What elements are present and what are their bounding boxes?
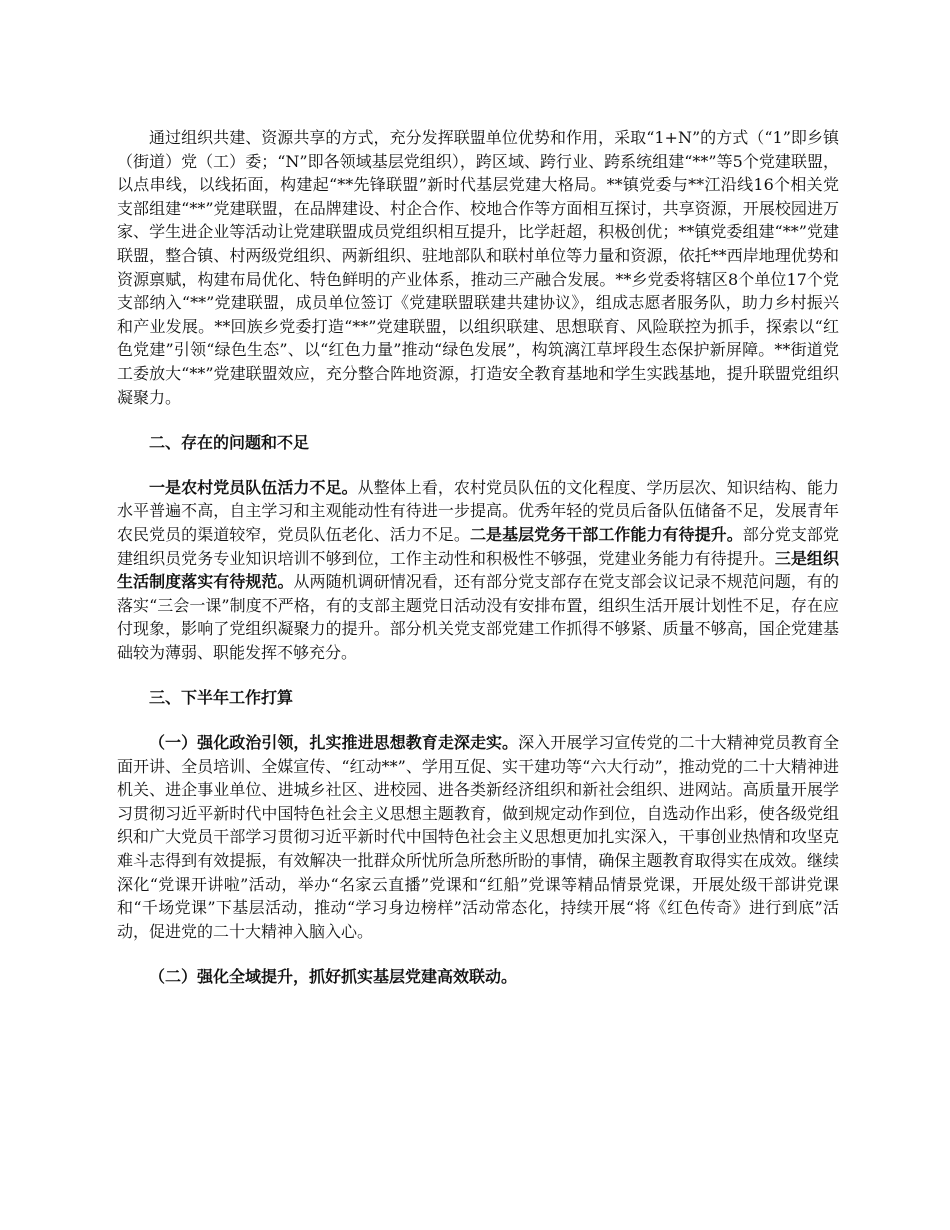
problem-3-lead: 三是组织生活制度落实有待规范。 bbox=[117, 548, 839, 592]
intro-paragraph: 通过组织共建、资源共享的方式，充分发挥联盟单位优势和作用，采取“1+N”的方式（“1”即乡镇（街道）党（工）委；“N”即各领域基层党组织），跨区域、跨行业、跨系统组建“**”等5个党建联盟，以点串线，以线拓面，构建起“**先锋联盟”新时代基层党建大格局。**镇党委与**江沿线16个相关党支部组建“**”党建联盟，在品牌建设、村企合作、校地合作等方面相互探讨，共享资源，开展校园进万家、学生进企业等活动让党建联盟成员党组织相互提升，比学赶超，积极创优；**镇党委组建“**”党建联盟，整合镇、村两级党组织、两新组织、驻地部队和联村单位等力量和资源，依托**西岸地理优势和资源禀赋，构建布局优化、特色鲜明的产业体系，推动三产融合发展。**乡党委将辖区8个单位17个党支部纳入“**”党建联盟，成员单位签订《党建联盟联建共建协议》，组成志愿者服务队，助力乡村振兴和产业发展。**回族乡党委打造“**”党建联盟，以组织联建、思想联育、风险联控为抓手，探索以“红色党建”引领“绿色生态”、以“红色力量”推动“绿色发展”，构筑漓江草坪段生态保护新屏障。**街道党工委放大“**”党建联盟效应，充分整合阵地资源，打造安全教育基地和学生实践基地，提升联盟党组织凝聚力。 bbox=[117, 128, 839, 407]
problem-1-text: 从整体上看，农村党员队伍的文化程度、学历层次、知识结构、能力水平普遍不高，自主学习和主观能动性有待进一步提高。优秀年轻的党员后备队伍储备不足，发展青年农民党员的渠道较窄，党员队伍老化、活力不足。 bbox=[117, 477, 839, 544]
plan-1-text: 深入开展学习宣传党的二十大精神党员教育全面开讲、全员培训、全媒宣传、“红动**”、学用互促、实干建功等“六大行动”，推动党的二十大精神进机关、进企事业单位、进城乡社区、进校园、进各类新经济组织和新社会组织、进网站。高质量开展学习贯彻习近平新时代中国特色社会主义思想主题教育，做到规定动作到位，自选动作出彩，使各级党组织和广大党员干部学习贯彻习近平新时代中国特色社会主义思想更加扎实深入，干事创业热情和攻坚克难斗志得到有效提振，有效解决一批群众所忧所急所愁所盼的事情，确保主题教育取得实在成效。继续深化“党课开讲啦”活动，举办“名家云直播”党课和“红船”党课等精品情景党课，开展处级干部讲党课和“千场党课”下基层活动，推动“学习身边榜样”活动常态化，持续开展“将《红色传奇》进行到底”活动，促进党的二十大精神入脑入心。 bbox=[117, 733, 839, 941]
section-3-heading: 三、下半年工作打算 bbox=[149, 688, 294, 708]
section-3-item-1-paragraph bbox=[117, 731, 839, 943]
plan-1-lead: （一）强化政治引领，扎实推进思想教育走深走实。 bbox=[149, 733, 519, 753]
problem-1-lead: 一是农村党员队伍活力不足。 bbox=[149, 477, 358, 497]
section-3-item-2-heading: （二）强化全域提升，抓好抓实基层党建高效联动。 bbox=[149, 967, 518, 987]
problem-2-text: 部分党支部党建组织员党务专业知识培训不够到位，工作主动性和积极性不够强，党建业务能力有待提升。 bbox=[117, 524, 839, 568]
problem-2-lead: 二是基层党务干部工作能力有待提升。 bbox=[469, 524, 743, 544]
section-2-heading: 二、存在的问题和不足 bbox=[149, 433, 310, 453]
document-body bbox=[117, 126, 839, 989]
section-2-paragraph bbox=[117, 476, 839, 665]
problem-3-text: 从两随机调研情况看，还有部分党支部存在党支部会议记录不规范问题，有的落实“三会一课”制度不严格，有的支部主题党日活动没有安排布置，组织生活开展计划性不足，存在应付现象，影响了党组织凝聚力的提升。部分机关党支部党建工作抓得不够紧、质量不够高，国企党建基础较为薄弱、职能发挥不够充分。 bbox=[117, 572, 839, 662]
